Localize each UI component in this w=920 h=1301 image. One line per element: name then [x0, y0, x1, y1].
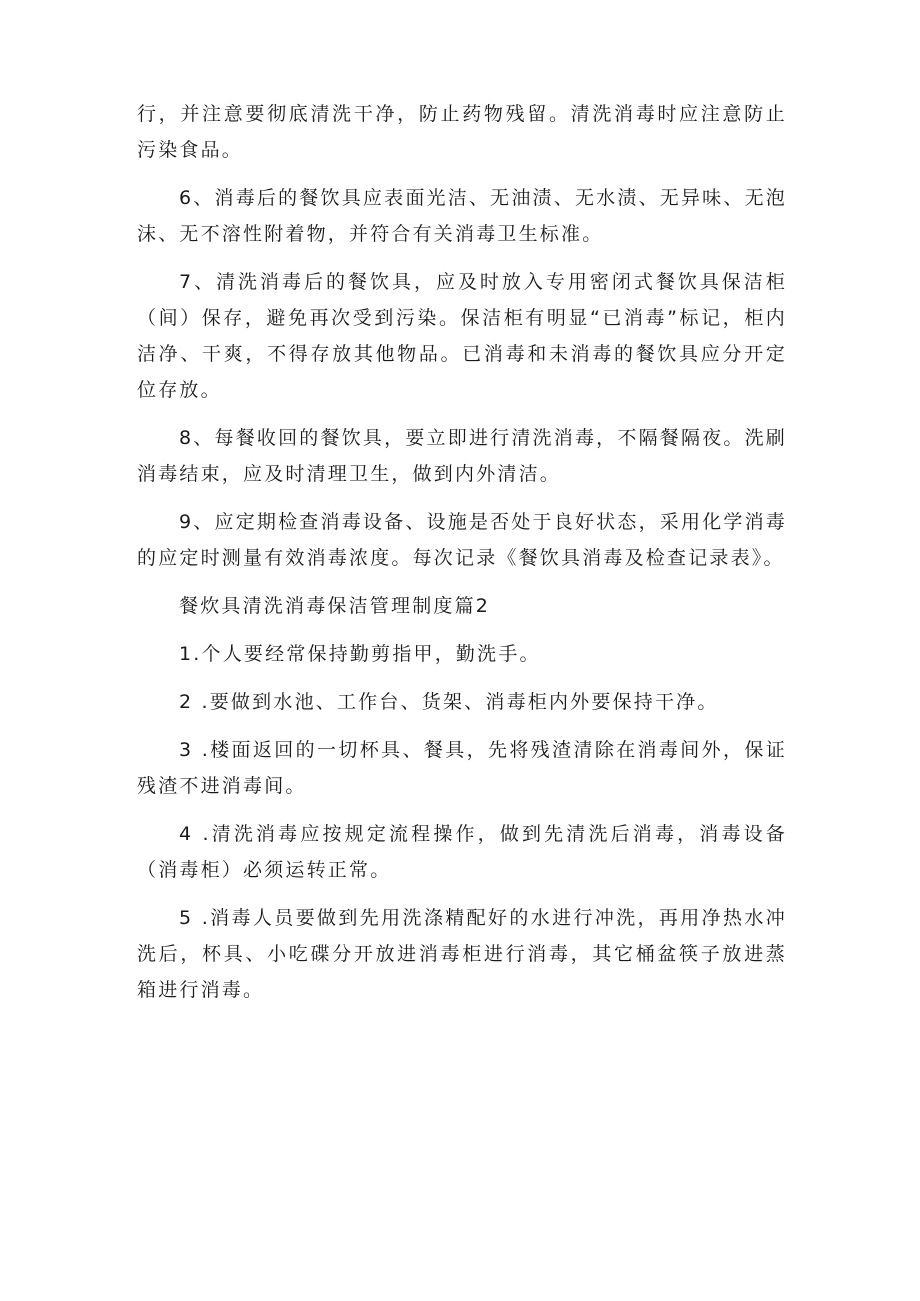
paragraph-item-8: 8、每餐收回的餐饮具，要立即进行清洗消毒，不隔餐隔夜。洗刷消毒结束，应及时清理卫生，做到内外清洁。 — [137, 427, 787, 485]
paragraph-item-6: 6、消毒后的餐饮具应表面光洁、无油渍、无水渍、无异味、无泡沫、无不溶性附着物，并符合有关消毒卫生标准。 — [137, 187, 787, 245]
paragraph-item-7: 7、清洗消毒后的餐饮具，应及时放入专用密闭式餐饮具保洁柜（间）保存，避免再次受到污染。保洁柜有明显“已消毒”标记，柜内洁净、干爽，不得存放其他物品。已消毒和未消毒的餐饮具应分开定位存放。 — [137, 271, 787, 401]
paragraph-item-9: 9、应定期检查消毒设备、设施是否处于良好状态，采用化学消毒的应定时测量有效消毒浓度。每次记录《餐饮具消毒及检查记录表》。 — [137, 511, 787, 569]
paragraph-rule-5: 5 .消毒人员要做到先用洗涤精配好的水进行冲洗，再用净热水冲洗后，杯具、小吃碟分开放进消毒柜进行消毒，其它桶盆筷子放进蒸箱进行消毒。 — [137, 907, 787, 1001]
section-heading: 餐炊具清洗消毒保洁管理制度篇2 — [179, 595, 491, 617]
paragraph-rule-4: 4 .清洗消毒应按规定流程操作，做到先清洗后消毒，消毒设备（消毒柜）必须运转正常。 — [137, 823, 787, 881]
paragraph-rule-3: 3 .楼面返回的一切杯具、餐具，先将残渣清除在消毒间外，保证残渣不进消毒间。 — [137, 739, 787, 797]
paragraph-rule-2: 2 .要做到水池、工作台、货架、消毒柜内外要保持干净。 — [179, 691, 719, 713]
document-body — [137, 96, 787, 1020]
paragraph-rule-1: 1.个人要经常保持勤剪指甲，勤洗手。 — [179, 643, 541, 665]
paragraph-continuation: 行，并注意要彻底清洗干净，防止药物残留。清洗消毒时应注意防止污染食品。 — [137, 103, 787, 161]
